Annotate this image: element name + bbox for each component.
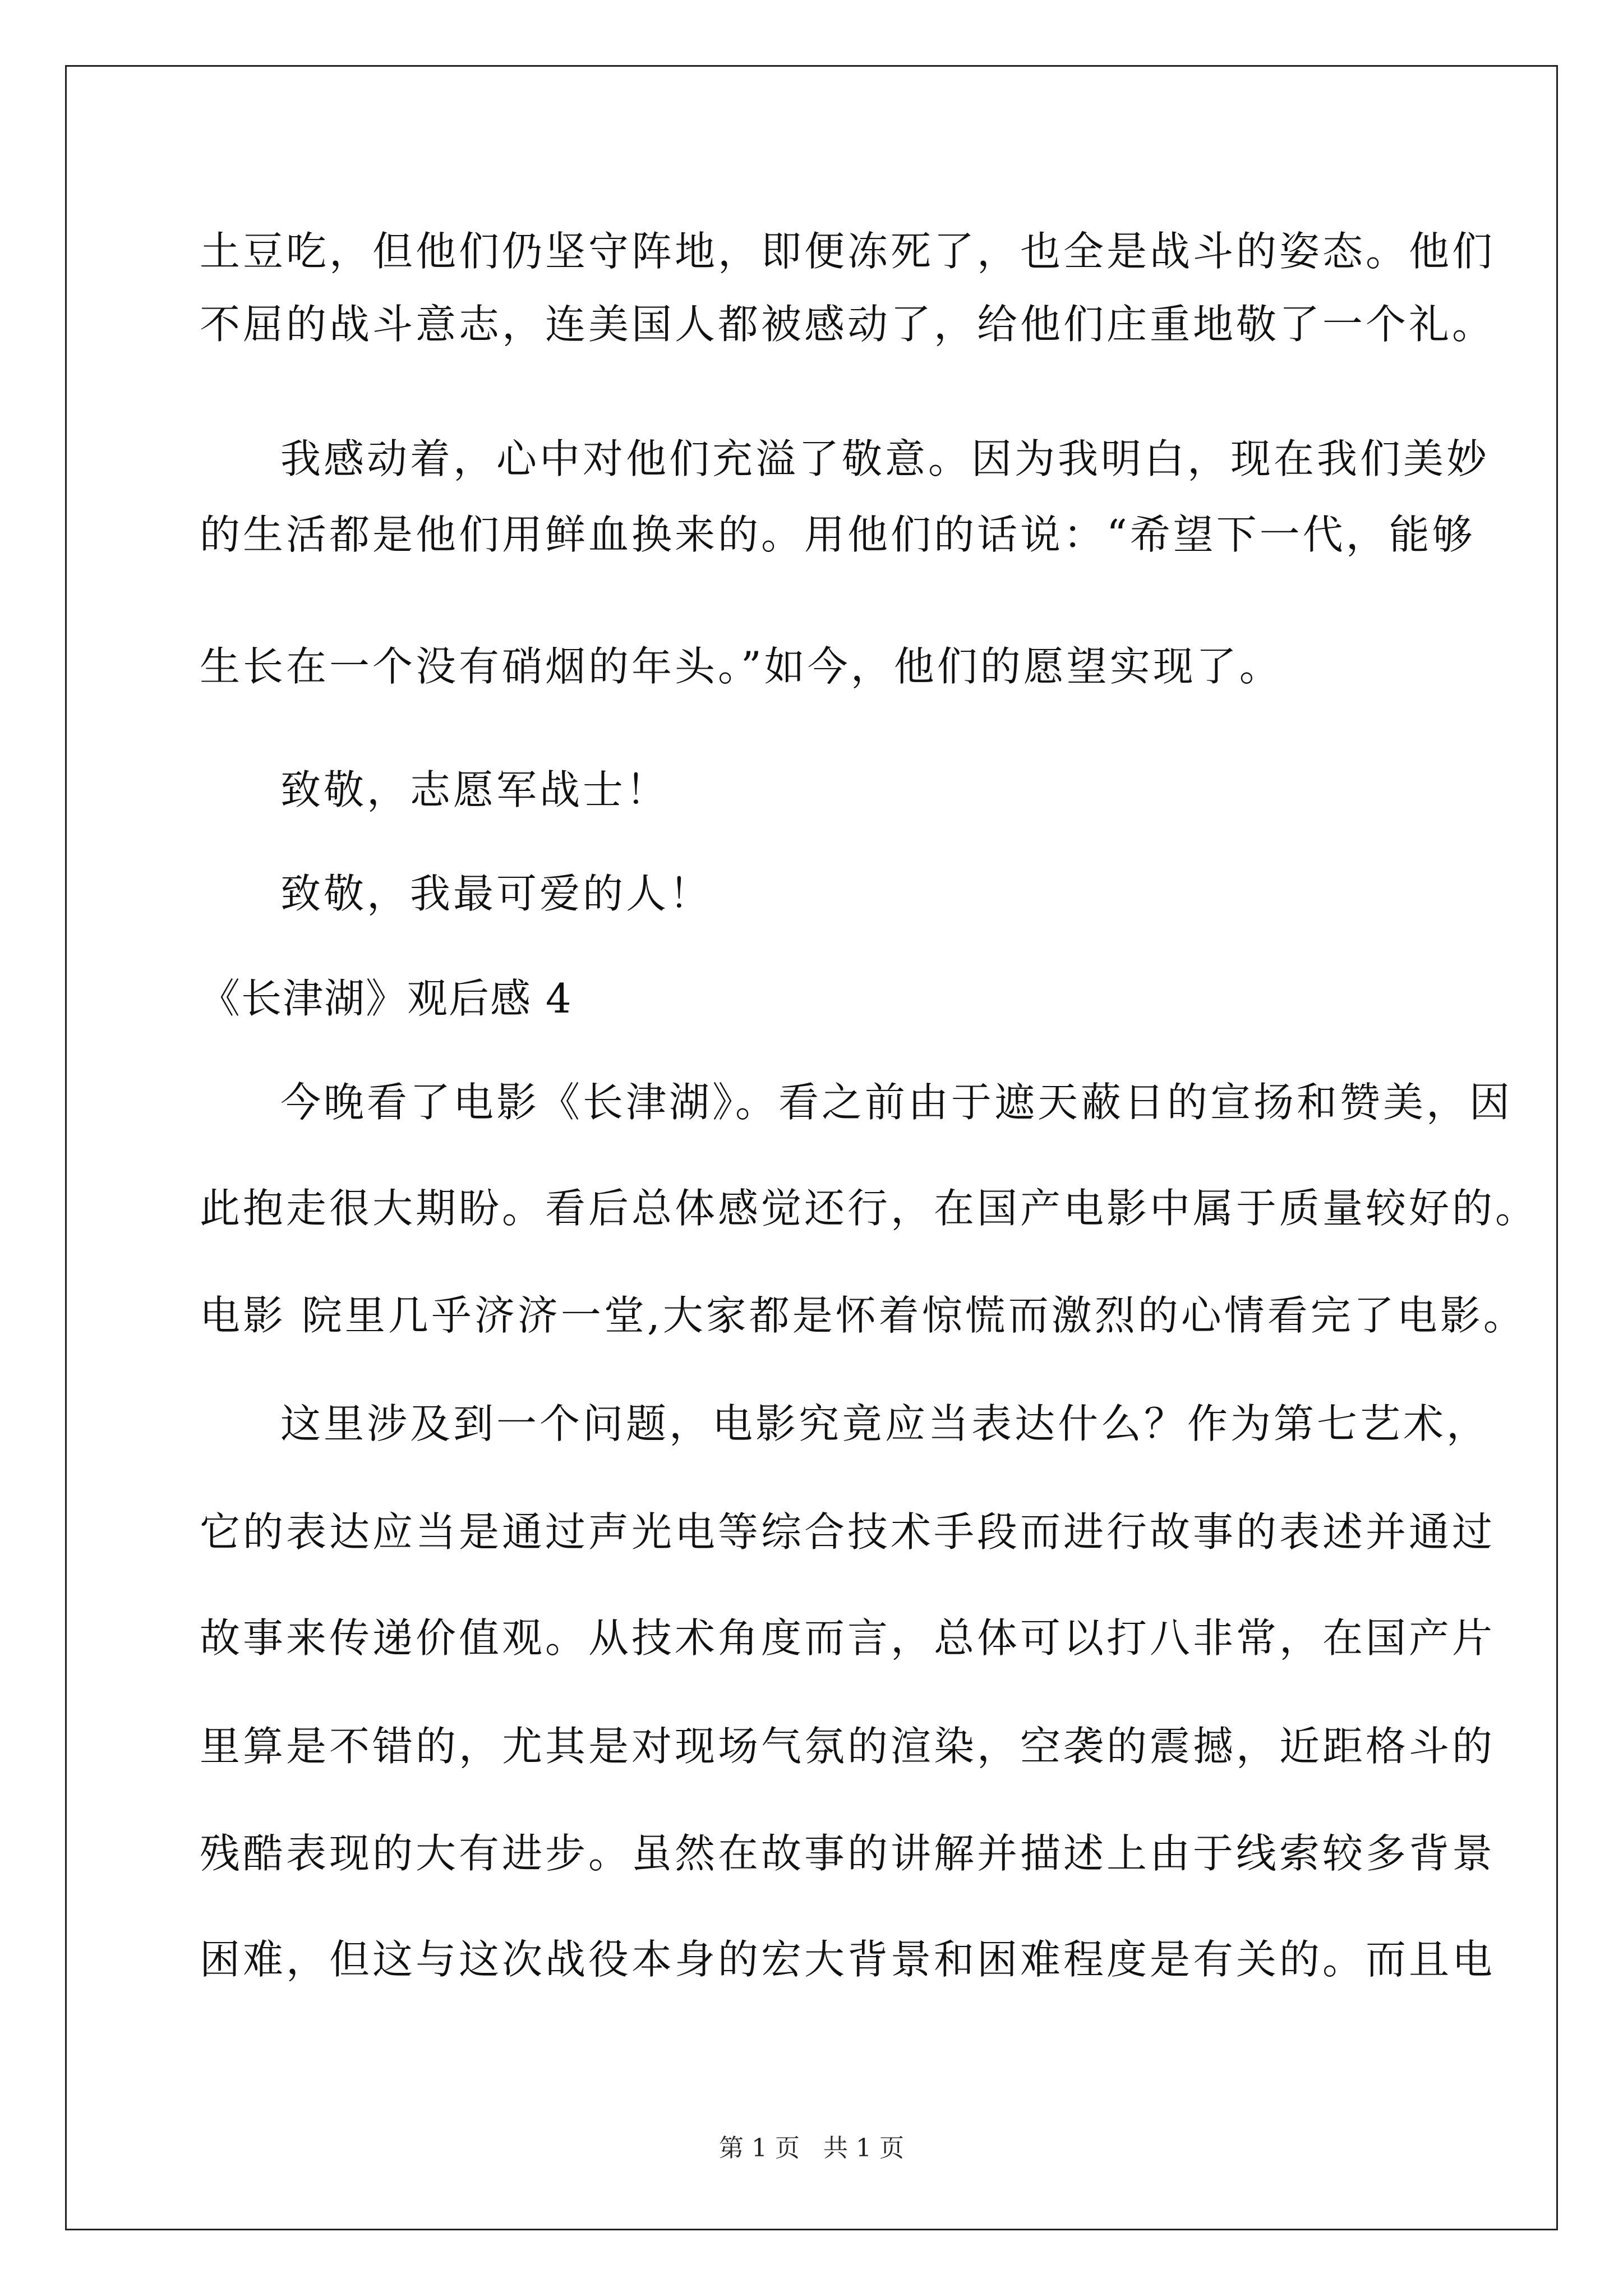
paragraph-line: 残酷表现的大有进步。虽然在故事的讲解并描述上由于线索较多背景 (200, 1830, 1496, 1877)
paragraph-line: 此抱走很大期盼。看后总体感觉还行，在国产电影中属于质量较好的。 (200, 1185, 1539, 1232)
paragraph-line: 困难，但这与这次战役本身的宏大背景和困难程度是有关的。而且电 (200, 1936, 1496, 1983)
page-border (65, 65, 1558, 2230)
paragraph-line: 这里涉及到一个问题，电影究竟应当表达什么？作为第七艺术， (280, 1400, 1490, 1447)
paragraph-line: 不屈的战斗意志，连美国人都被感动了，给他们庄重地敬了一个礼。 (200, 301, 1496, 348)
paragraph-line: 里算是不错的，尤其是对现场气氛的渲染，空袭的震撼，近距格斗的 (200, 1723, 1496, 1770)
page-number-footer: 第 1 页 共 1 页 (719, 2134, 904, 2162)
paragraph-line: 的生活都是他们用鲜血换来的。用他们的话说：“希望下一代，能够 (200, 511, 1476, 558)
paragraph-line: 故事来传递价值观。从技术角度而言，总体可以打八非常，在国产片 (200, 1614, 1496, 1662)
paragraph-line: 它的表达应当是通过声光电等综合技术手段而进行故事的表述并通过 (200, 1508, 1496, 1556)
paragraph-line: 今晚看了电影《长津湖》。看之前由于遮天蔽日的宣扬和赞美，因 (280, 1079, 1513, 1126)
paragraph-line: 致敬，志愿军战士！ (280, 766, 670, 813)
paragraph-line: 土豆吃，但他们仍坚守阵地，即便冻死了，也全是战斗的姿态。他们 (200, 228, 1496, 275)
paragraph-line: 生长在一个没有硝烟的年头。”如今，他们的愿望实现了。 (200, 643, 1283, 690)
paragraph-line: 电影 院里几乎济济一堂,大家都是怀着惊慌而激烈的心情看完了电影。 (200, 1292, 1527, 1339)
section-heading: 《长津湖》观后感 4 (200, 975, 573, 1022)
paragraph-line: 致敬，我最可爱的人！ (280, 870, 713, 917)
paragraph-line: 我感动着，心中对他们充溢了敬意。因为我明白，现在我们美妙 (280, 435, 1490, 482)
